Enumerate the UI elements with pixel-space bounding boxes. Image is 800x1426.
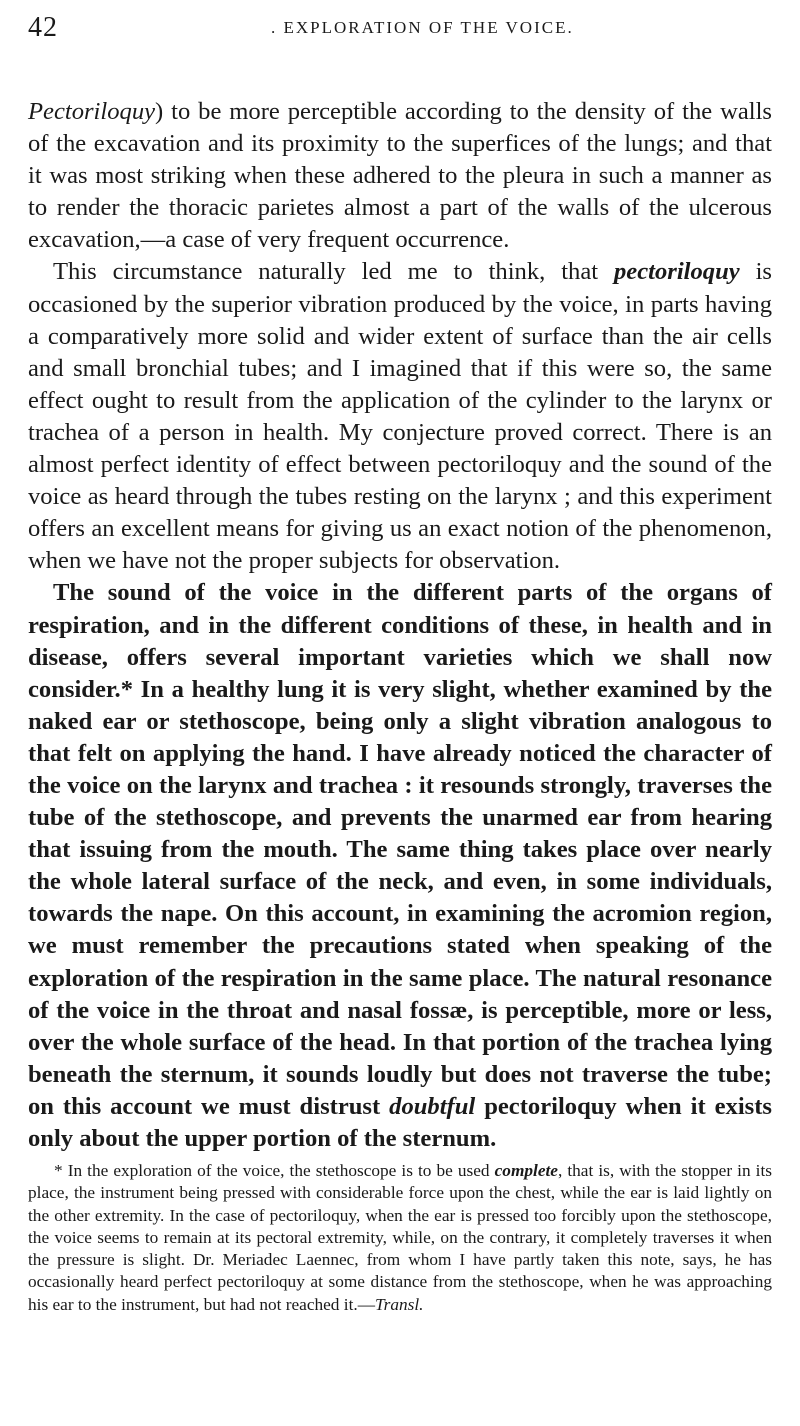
paragraph-text: pectoriloquy when it exists only about the upper portion of the sternum. — [28, 1092, 772, 1152]
paragraph-text: ) to be more perceptible according to the density of the walls of the excavation and its proximity to the superfices of the lungs; and that it was most striking when these adhered to the pleura in such a manner as to render the thoracic parietes almost a part of the walls of the ulcerous excavation,—a case of very frequent occurrence. — [28, 98, 772, 254]
main-text — [28, 96, 772, 1155]
paragraph — [28, 256, 772, 577]
footnote-text — [28, 1160, 772, 1316]
footnote — [28, 1160, 772, 1316]
translator-signature: Transl. — [374, 1294, 424, 1314]
page-number: 42 — [28, 12, 58, 43]
italic-term: doubtful — [389, 1092, 476, 1120]
paragraph-continued — [28, 96, 772, 256]
footnote-italic: complete — [494, 1161, 558, 1180]
footnote-text-part: * In the exploration of the voice, the stethoscope is to be used — [54, 1161, 495, 1180]
paragraph-text: is occasioned by the superior vibration produced by the voice, in parts having a comparatively more solid and wider extent of surface than the air cells and small bronchial tubes; and I imagined that if this were so, the same effect ought to result from the application of the cylinder to the larynx or trachea of a person in health. My conjecture proved correct. There is an almost perfect identity of effect between pectoriloquy and the sound of the voice as heard through the tubes resting on the larynx ; and this experiment offers an excellent means for giving us an exact notion of the phenomenon, when we have not the proper subjects for observation. — [28, 258, 772, 575]
paragraph-text: The sound of the voice in the different parts of the organs of respiration, and in the different conditions of these, in health and in disease, offers several important varieties which we shall now consider.* In a healthy lung it is very slight, whether examined by the naked ear or stethoscope, being only a slight vibration analogous to that felt on applying the hand. I have already noticed the character of the voice on the larynx and trachea : it resounds strongly, traverses the tube of the stethoscope, and prevents the unarmed ear from hearing that issuing from the mouth. The same thing takes place over nearly the whole lateral surface of the neck, and even, in some individuals, towards the nape. On this account, in examining the acromion region, we must remember the precautions stated when speaking of the exploration of the respiration in the same place. The natural resonance of the voice in the throat and nasal fossæ, is perceptible, more or less, over the whole surface of the head. In that portion of the trachea lying beneath the sternum, it sounds loudly but does not traverse the tube; on this account we must distrust — [28, 579, 772, 1120]
running-title: . EXPLORATION OF THE VOICE. — [271, 18, 574, 37]
paragraph — [28, 577, 772, 1155]
italic-term: pectoriloquy — [613, 258, 740, 286]
italic-term: Pectoriloquy — [28, 98, 156, 125]
footnote-text-part: , that is, with the stopper in its place, the instrument being pressed with considerable force upon the chest, while the ear is laid lightly on the other extremity. In the case of pectoriloquy, when the ear is pressed too forcibly upon the stethoscope, the voice seems to remain at its pectoral extremity, while, on the contrary, it completely traverses it when the pressure is slight. Dr. Meriadec Laennec, from whom I have partly taken this note, says, he has occasionally heard perfect pectoriloquy at some distance from the stethoscope, when he was approaching his ear to the instrument, but had not reached it.— — [28, 1161, 772, 1314]
paragraph-text: This circumstance naturally led me to think, that — [53, 258, 614, 286]
page-header — [28, 12, 788, 56]
